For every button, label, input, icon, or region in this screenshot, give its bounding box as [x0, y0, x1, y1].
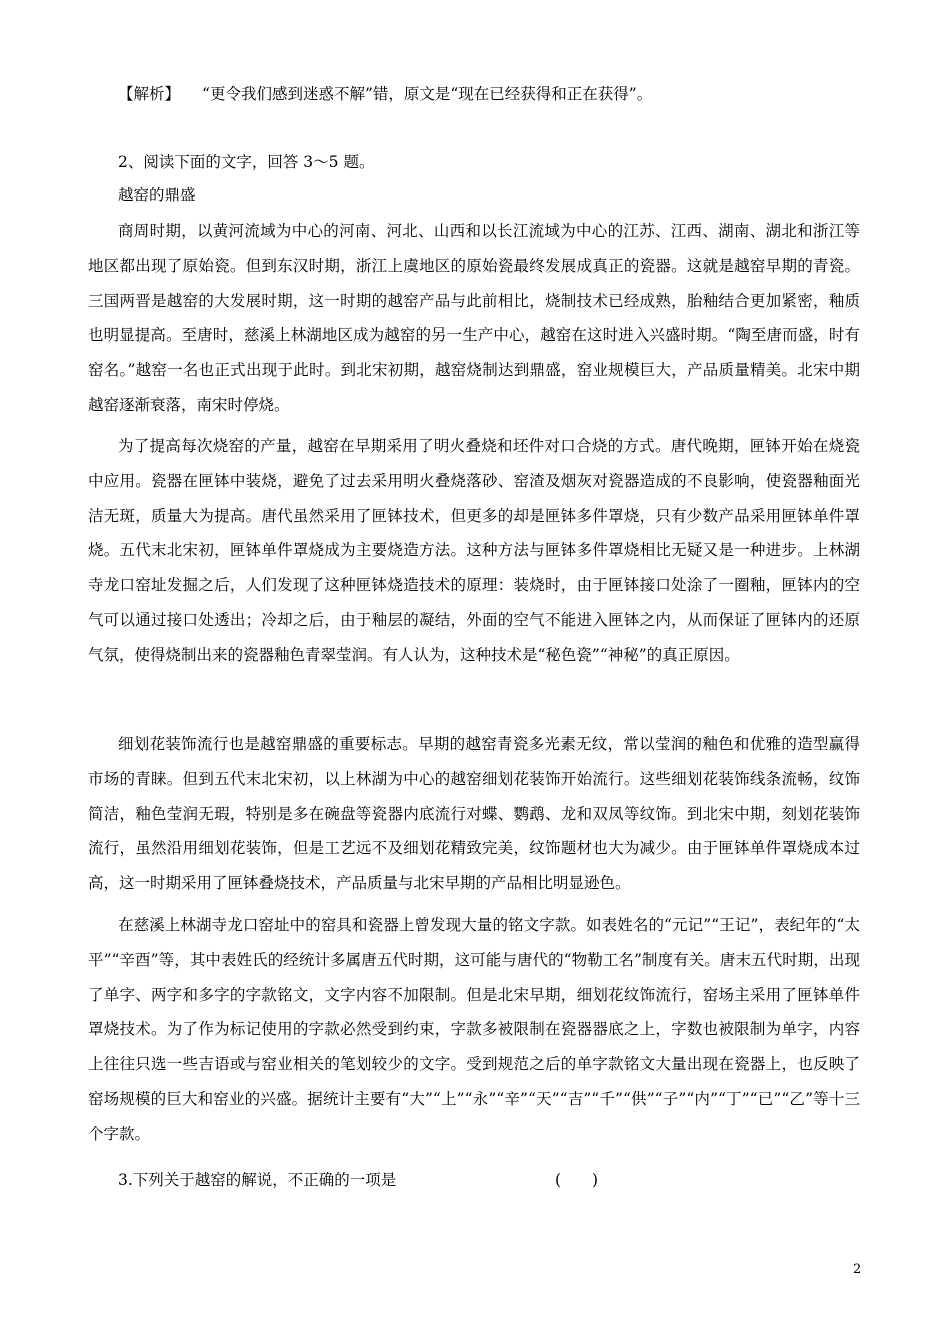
article-paragraph-1: 商周时期，以黄河流域为中心的河南、河北、山西和以长江流域为中心的江苏、江西、湖南、湖北和浙江等地区都出现了原始瓷。但到东汉时期，浙江上虞地区的原始瓷最终发展成真正的瓷器。这就是越窑早期的青瓷。三国两晋是越窑的大发展时期，这一时期的越窑产品与此前相比，烧制技术已经成熟，胎釉结合更加紧密，釉质也明显提高。至唐时，慈溪上林湖地区成为越窑的另一生产中心，越窑在这时进入兴盛时期。“陶至唐而盛，时有窑名。”越窑一名也正式出现于此时。到北宋初期，越窑烧制达到鼎盛，窑业规模巨大，产品质量精美。北宋中期越窑逐渐衰落，南宋时停烧。: [88, 222, 860, 414]
question-3-text: 3.下列关于越窑的解说，不正确的一项是: [118, 1171, 397, 1189]
question-intro: 2、阅读下面的文字，回答 3～5 题。: [118, 153, 375, 171]
page-number: 2: [853, 1262, 862, 1277]
article-paragraph-4: 在慈溪上林湖寺龙口窑址中的窑具和瓷器上曾发现大量的铭文字款。如表姓名的“元记”“王记”，表纪年的“太平”“辛酉”等，其中表姓氏的经统计多属唐五代时期，这可能与唐代的“物勒工名”制度有关。唐末五代时期，出现了单字、两字和多字的字款铭文，文字内容不加限制。但是北宋早期，细划花纹饰流行，窑场主采用了匣钵单件罩烧技术。为了作为标记使用的字款必然受到约束，字款多被限制在瓷器器底之上，字数也被限制为单字，内容上往往只选一些吉语或与窑业相关的笔划较少的文字。受到规范之后的单字款铭文大量出现在瓷器上，也反映了窑场规模的巨大和窑业的兴盛。据统计主要有“大”“上”“永”“辛”“天”“吉”“千”“供”“子”“内”“丁”“已”“乙”等十三个字款。: [88, 916, 860, 1143]
analysis-line: [118, 84, 652, 104]
article-paragraph-3: 细划花装饰流行也是越窑鼎盛的重要标志。早期的越窑青瓷多光素无纹，常以莹润的釉色和优雅的造型赢得市场的青睐。但到五代末北宋初，以上林湖为中心的越窑细划花装饰开始流行。这些细划花装饰线条流畅，纹饰简洁，釉色莹润无瑕，特别是多在碗盘等瓷器内底流行对蝶、鹦鹉、龙和双凤等纹饰。到北宋中期，刻划花装饰流行，虽然沿用细划花装饰，但是工艺远不及细划花精致完美，纹饰题材也大为减少。由于匣钵单件罩烧成本过高，这一时期采用了匣钵叠烧技术，产品质量与北宋早期的产品相比明显逊色。: [88, 735, 860, 893]
analysis-tag: 【解析】: [118, 85, 181, 103]
analysis-text: “更令我们感到迷惑不解”错，原文是“现在已经获得和正在获得”。: [202, 85, 653, 103]
article-paragraph-2: 为了提高每次烧窑的产量，越窑在早期采用了明火叠烧和坯件对口合烧的方式。唐代晚期，匣钵开始在烧瓷中应用。瓷器在匣钵中装烧，避免了过去采用明火叠烧落砂、窑渣及烟灰对瓷器造成的不良影响，使瓷器釉面光洁无斑，质量大为提高。唐代虽然采用了匣钵技术，但更多的却是匣钵多件罩烧，只有少数产品采用匣钵单件罩烧。五代末北宋初，匣钵单件罩烧成为主要烧造方法。这种方法与匣钵多件罩烧相比无疑又是一种进步。上林湖寺龙口窑址发掘之后，人们发现了这种匣钵烧造技术的原理：装烧时，由于匣钵接口处涂了一圈釉，匣钵内的空气可以通过接口处透出；冷却之后，由于釉层的凝结，外面的空气不能进入匣钵之内，从而保证了匣钵内的还原气氛，使得烧制出来的瓷器釉色青翠莹润。有人认为，这种技术是“秘色瓷”“神秘”的真正原因。: [88, 437, 860, 664]
article-title: 越窑的鼎盛: [118, 186, 196, 204]
answer-parentheses: ( ): [555, 1171, 599, 1189]
